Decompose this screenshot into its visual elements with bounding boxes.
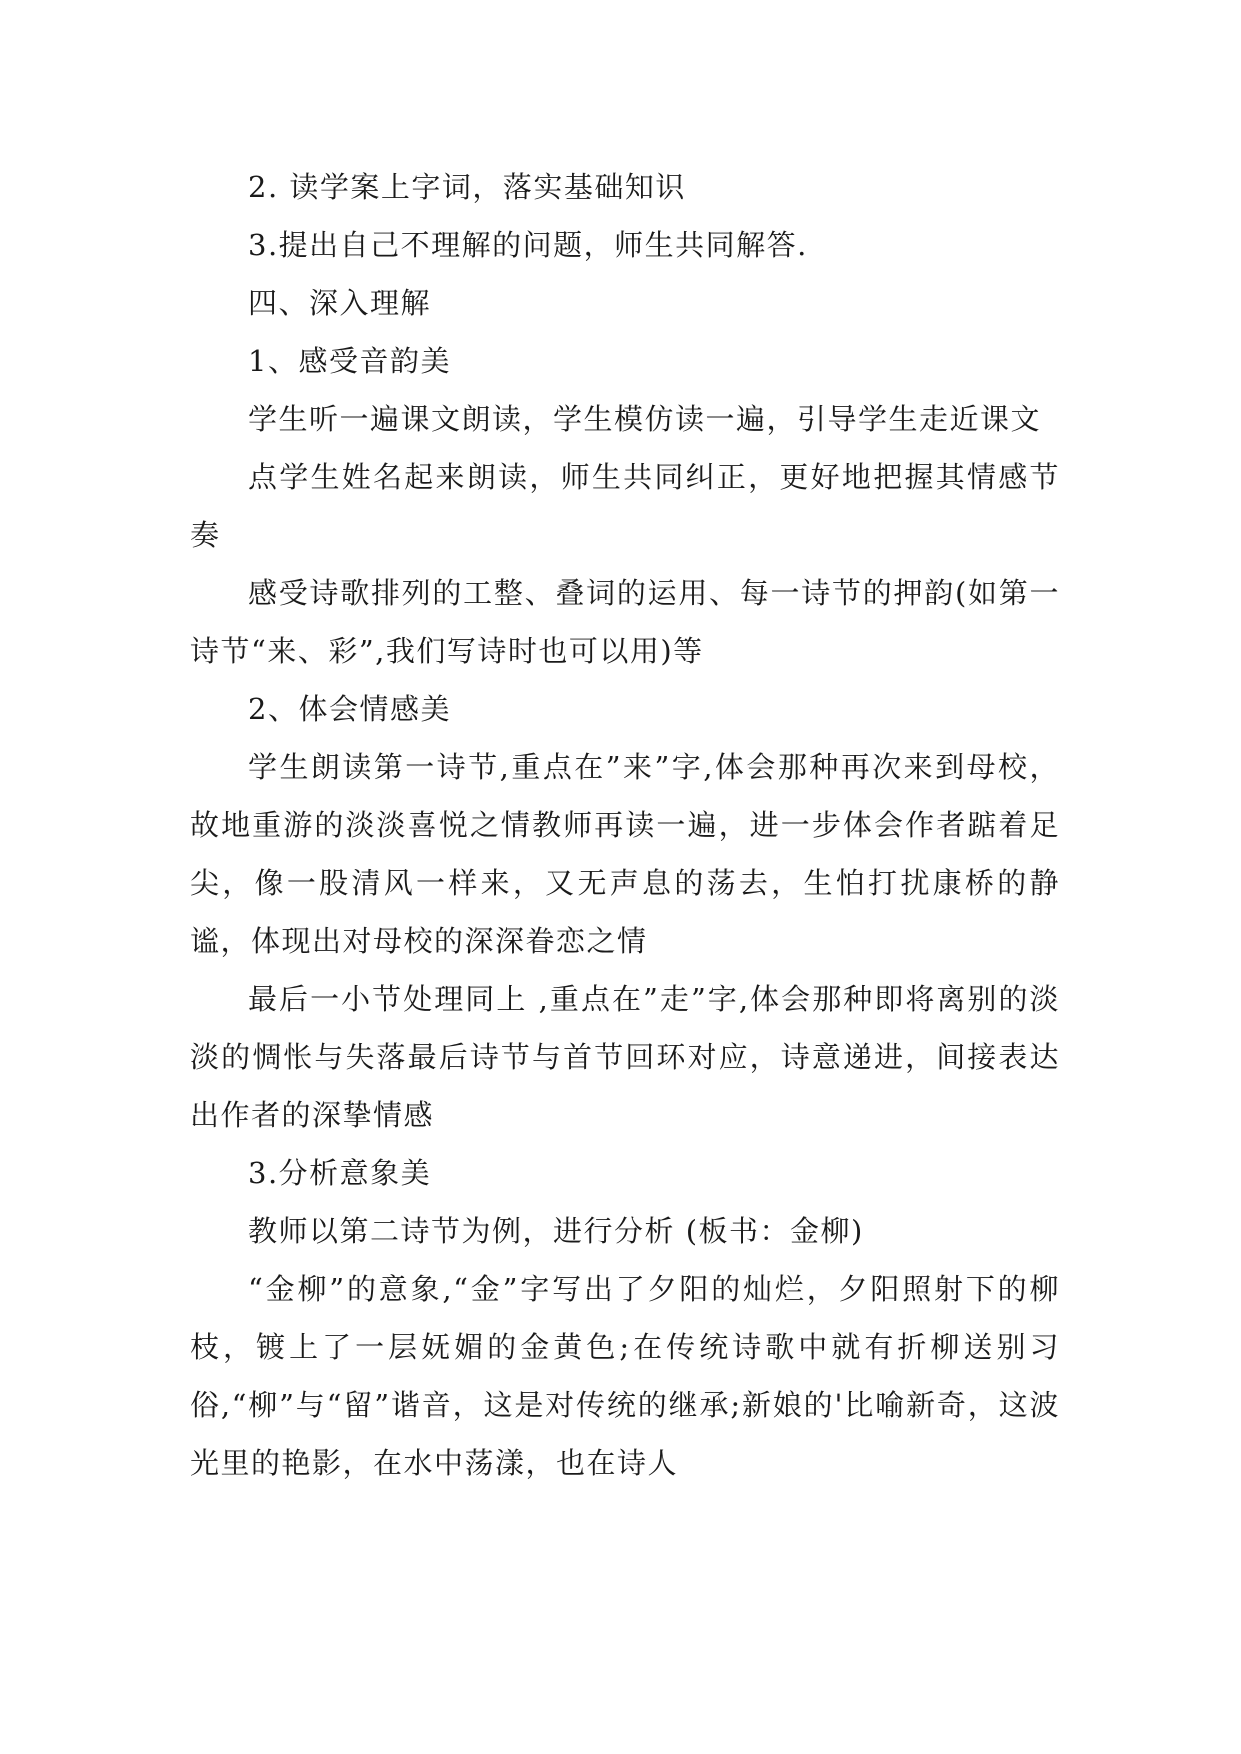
subheading-rhythm: 1、感受音韵美: [248, 344, 451, 378]
document-body: [190, 158, 1060, 1492]
subheading-imagery: 3.分析意象美: [248, 1156, 432, 1190]
paragraph-golden-willow: “金柳”的意象,“金”字写出了夕阳的灿烂，夕阳照射下的柳枝，镀上了一层妩媚的金黄色;在传统诗歌中就有折柳送别习俗,“柳”与“留”谐音，这是对传统的继承;新娘的'比喻新奇，这波光里的艳影，在水中荡漾，也在诗人: [190, 1272, 1060, 1480]
paragraph-last-stanza: 最后一小节处理同上 ,重点在”走”字,体会那种即将离别的淡淡的惆怅与失落最后诗节与首节回环对应，诗意递进，间接表达出作者的深挚情感: [190, 982, 1060, 1132]
paragraph-step-3: 3.提出自己不理解的问题，师生共同解答.: [248, 228, 808, 262]
section-heading-deep-understanding: 四、深入理解: [248, 286, 432, 320]
subheading-emotion: 2、体会情感美: [248, 692, 451, 726]
paragraph-first-stanza: 学生朗读第一诗节,重点在”来”字,体会那种再次来到母校，故地重游的淡淡喜悦之情教师再读一遍，进一步体会作者踮着足尖，像一股清风一样来，又无声息的荡去，生怕打扰康桥的静谧，体现出对母校的深深眷恋之情: [190, 750, 1060, 958]
paragraph-second-stanza: 教师以第二诗节为例，进行分析 (板书：金柳): [248, 1214, 864, 1248]
paragraph-step-2: 2. 读学案上字词，落实基础知识: [248, 170, 686, 204]
paragraph-student-read: 点学生姓名起来朗读，师生共同纠正，更好地把握其情感节奏: [190, 460, 1060, 552]
paragraph-poem-structure: 感受诗歌排列的工整、叠词的运用、每一诗节的押韵(如第一诗节“来、彩”,我们写诗时也可以用)等: [190, 576, 1060, 668]
paragraph-listen-read: 学生听一遍课文朗读，学生模仿读一遍，引导学生走近课文: [248, 402, 1042, 436]
